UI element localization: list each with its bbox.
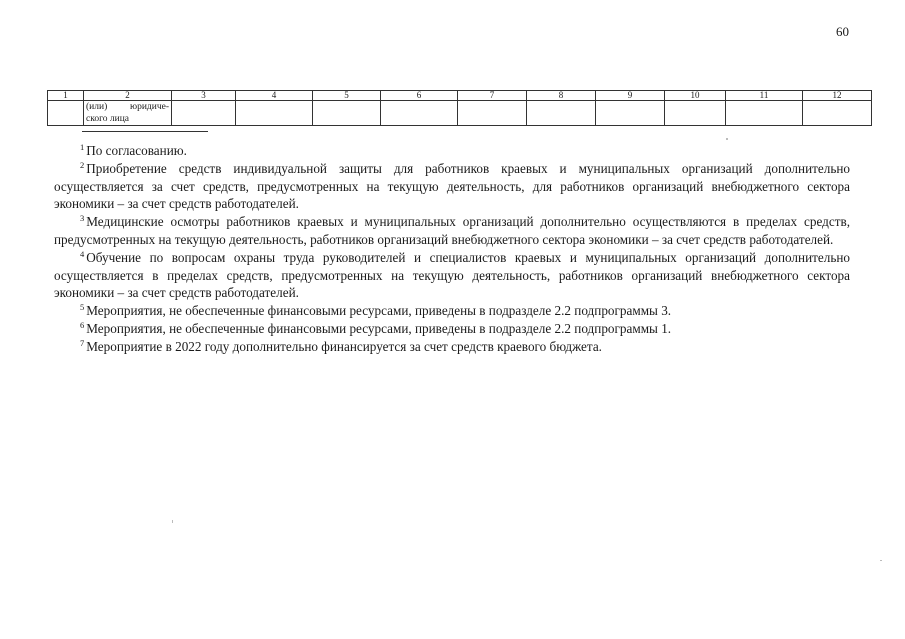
column-number: 2	[84, 91, 172, 101]
footnote-mark: 1	[80, 142, 85, 152]
table-cell	[803, 101, 872, 126]
page-number: 60	[836, 24, 849, 39]
footnote-text: Мероприятия, не обеспеченные финансовыми ресурсами, приведены в подразделе 2.2 подпрограммы 3.	[86, 303, 672, 319]
footnote-text: Мероприятия, не обеспеченные финансовыми ресурсами, приведены в подразделе 2.2 подпрограммы 1.	[86, 320, 672, 336]
footnote-mark: 3	[80, 213, 85, 224]
footnote	[54, 249, 850, 302]
footnote	[54, 338, 850, 356]
table-cell	[458, 101, 527, 126]
table-cell	[236, 101, 313, 126]
column-number: 9	[596, 91, 665, 101]
column-number: 7	[458, 91, 527, 101]
footnote-separator	[82, 131, 208, 132]
table-cell	[596, 101, 665, 126]
table-cell	[726, 101, 803, 126]
footnote	[54, 320, 850, 338]
column-number: 1	[48, 91, 84, 101]
footnote-text: По согласованию.	[86, 143, 187, 158]
table-cell	[172, 101, 236, 126]
column-number: 11	[726, 91, 803, 101]
column-number: 6	[381, 91, 458, 101]
table-cell	[381, 101, 458, 126]
table-cell	[313, 101, 381, 126]
table-cell: (или) юридиче-ского лица	[84, 101, 172, 126]
scan-speck	[172, 520, 173, 523]
column-number: 4	[236, 91, 313, 101]
footnote-mark: 2	[80, 159, 85, 170]
table-header-row	[48, 91, 872, 101]
footnote-mark: 4	[80, 248, 85, 259]
column-number: 12	[803, 91, 872, 101]
table-row	[48, 101, 872, 126]
footnote-text: Обучение по вопросам охраны труда руководителей и специалистов краевых и муниципальных организаций дополнительно осуществляется в пределах средств, предусмотренных на текущую деятельность, работников организаций внебюджетного сектора экономики – за счет средств работодателей.	[54, 249, 850, 301]
column-number: 5	[313, 91, 381, 101]
continuation-table	[47, 90, 872, 126]
footnotes	[54, 142, 850, 356]
footnote	[54, 213, 850, 249]
footnote-text: Медицинские осмотры работников краевых и муниципальных организаций дополнительно осуществляются в пределах средств, предусмотренных на текущую деятельность, работников организаций внебюджетного сектора экономики – за счет средств работодателей.	[54, 214, 850, 247]
footnote-text: Приобретение средств индивидуальной защиты для работников краевых и муниципальных организаций дополнительно осуществляется за счет средств, предусмотренных на текущую деятельность, для работников организаций внебюджетного сектора экономики – за счет средств работодателей.	[54, 160, 850, 212]
footnote	[54, 142, 850, 160]
table-cell	[527, 101, 596, 126]
column-number: 10	[665, 91, 726, 101]
table-cell	[48, 101, 84, 126]
footnote-mark: 5	[80, 302, 85, 313]
scan-speck	[726, 138, 728, 140]
scan-speck	[880, 560, 882, 561]
footnote-mark: 7	[80, 337, 85, 348]
column-number: 8	[527, 91, 596, 101]
footnote	[54, 160, 850, 213]
footnote-text: Мероприятие в 2022 году дополнительно финансируется за счет средств краевого бюджета.	[86, 338, 602, 354]
table-cell	[665, 101, 726, 126]
column-number: 3	[172, 91, 236, 101]
footnote-mark: 6	[80, 319, 85, 330]
footnote	[54, 302, 850, 320]
